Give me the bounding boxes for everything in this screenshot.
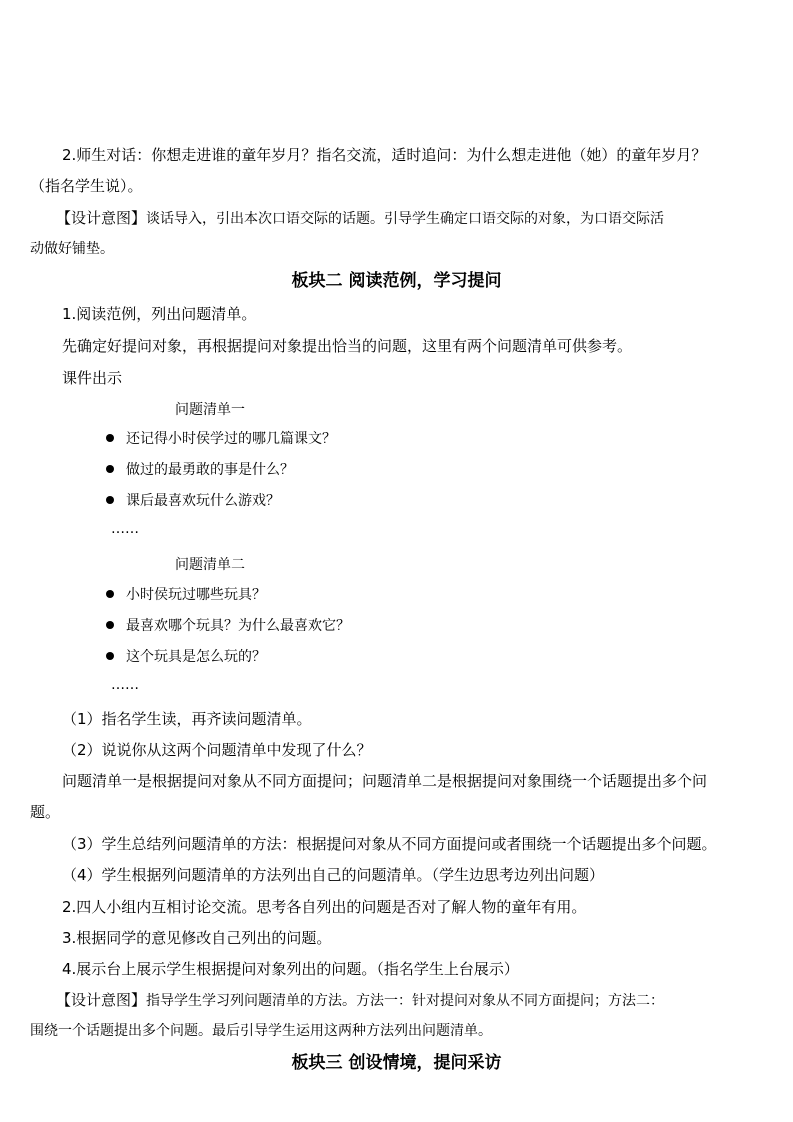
bullet-icon <box>106 652 114 660</box>
design-intent-text: 指导学生学习列问题清单的方法。方法一：针对提问对象从不同方面提问；方法二： <box>146 993 665 1009</box>
list-item: 做过的最勇敢的事是什么？ <box>106 460 294 480</box>
design-intent-1-line-1 <box>56 208 763 229</box>
question-list-2-title: 问题清单二 <box>175 557 245 573</box>
section-heading-2: 板块二 阅读范例，学习提问 <box>291 271 502 291</box>
bullet-icon <box>106 465 114 473</box>
design-intent-1-line-2: 动做好铺垫。 <box>30 241 114 257</box>
design-intent-text: 谈话导入，引出本次口语交际的话题。引导学生确定口语交际的对象，为口语交际活 <box>146 211 665 227</box>
list-item: 课后最喜欢玩什么游戏？ <box>106 491 280 511</box>
design-intent-2-line-1 <box>56 990 763 1011</box>
list-item: 还记得小时侯学过的哪几篇课文？ <box>106 429 336 449</box>
question-list-1-title: 问题清单一 <box>175 402 245 418</box>
finding-line-2: 题。 <box>30 803 61 821</box>
sub-step-1: （1）指名学生读，再齐读问题清单。 <box>62 710 312 728</box>
step-2: 2.四人小组内互相讨论交流。思考各自列出的问题是否对了解人物的童年有用。 <box>62 898 587 916</box>
dialogue-line-1: 2.师生对话：你想走进谁的童年岁月？指名交流，适时追问：为什么想走进他（她）的童年岁月？ <box>62 146 707 164</box>
design-intent-2-line-2: 围绕一个话题提出多个问题。最后引导学生运用这两种方法列出问题清单。 <box>30 1023 492 1039</box>
courseware-label: 课件出示 <box>62 369 123 387</box>
design-intent-tag: 【设计意图】 <box>56 209 147 227</box>
section-heading-3: 板块三 创设情境，提问采访 <box>291 1053 502 1073</box>
design-intent-tag: 【设计意图】 <box>56 991 147 1009</box>
bullet-icon <box>106 621 114 629</box>
sub-step-4: （4）学生根据列问题清单的方法列出自己的问题清单。（学生边思考边列出问题） <box>62 866 605 884</box>
bullet-icon <box>106 434 114 442</box>
step-4: 4.展示台上展示学生根据提问对象列出的问题。（指名学生上台展示） <box>62 960 519 978</box>
list-item: 最喜欢哪个玩具？为什么最喜欢它？ <box>106 616 350 636</box>
step-1: 1.阅读范例，列出问题清单。 <box>62 305 257 323</box>
list-ellipsis: …… <box>111 521 139 537</box>
finding-line-1: 问题清单一是根据提问对象从不同方面提问；问题清单二是根据提问对象围绕一个话题提出多个问 <box>62 772 708 790</box>
intro-text: 先确定好提问对象，再根据提问对象提出恰当的问题，这里有两个问题清单可供参考。 <box>62 337 633 355</box>
list-ellipsis: …… <box>111 677 139 693</box>
step-3: 3.根据同学的意见修改自己列出的问题。 <box>62 929 332 947</box>
bullet-icon <box>106 496 114 504</box>
sub-step-3: （3）学生总结列问题清单的方法：根据提问对象从不同方面提问或者围绕一个话题提出多个问题。 <box>62 835 717 853</box>
list-item: 小时侯玩过哪些玩具？ <box>106 585 266 605</box>
list-item: 这个玩具是怎么玩的？ <box>106 647 266 667</box>
sub-step-2: （2）说说你从这两个问题清单中发现了什么？ <box>62 741 372 759</box>
dialogue-line-2: （指名学生说）。 <box>30 177 143 195</box>
bullet-icon <box>106 590 114 598</box>
